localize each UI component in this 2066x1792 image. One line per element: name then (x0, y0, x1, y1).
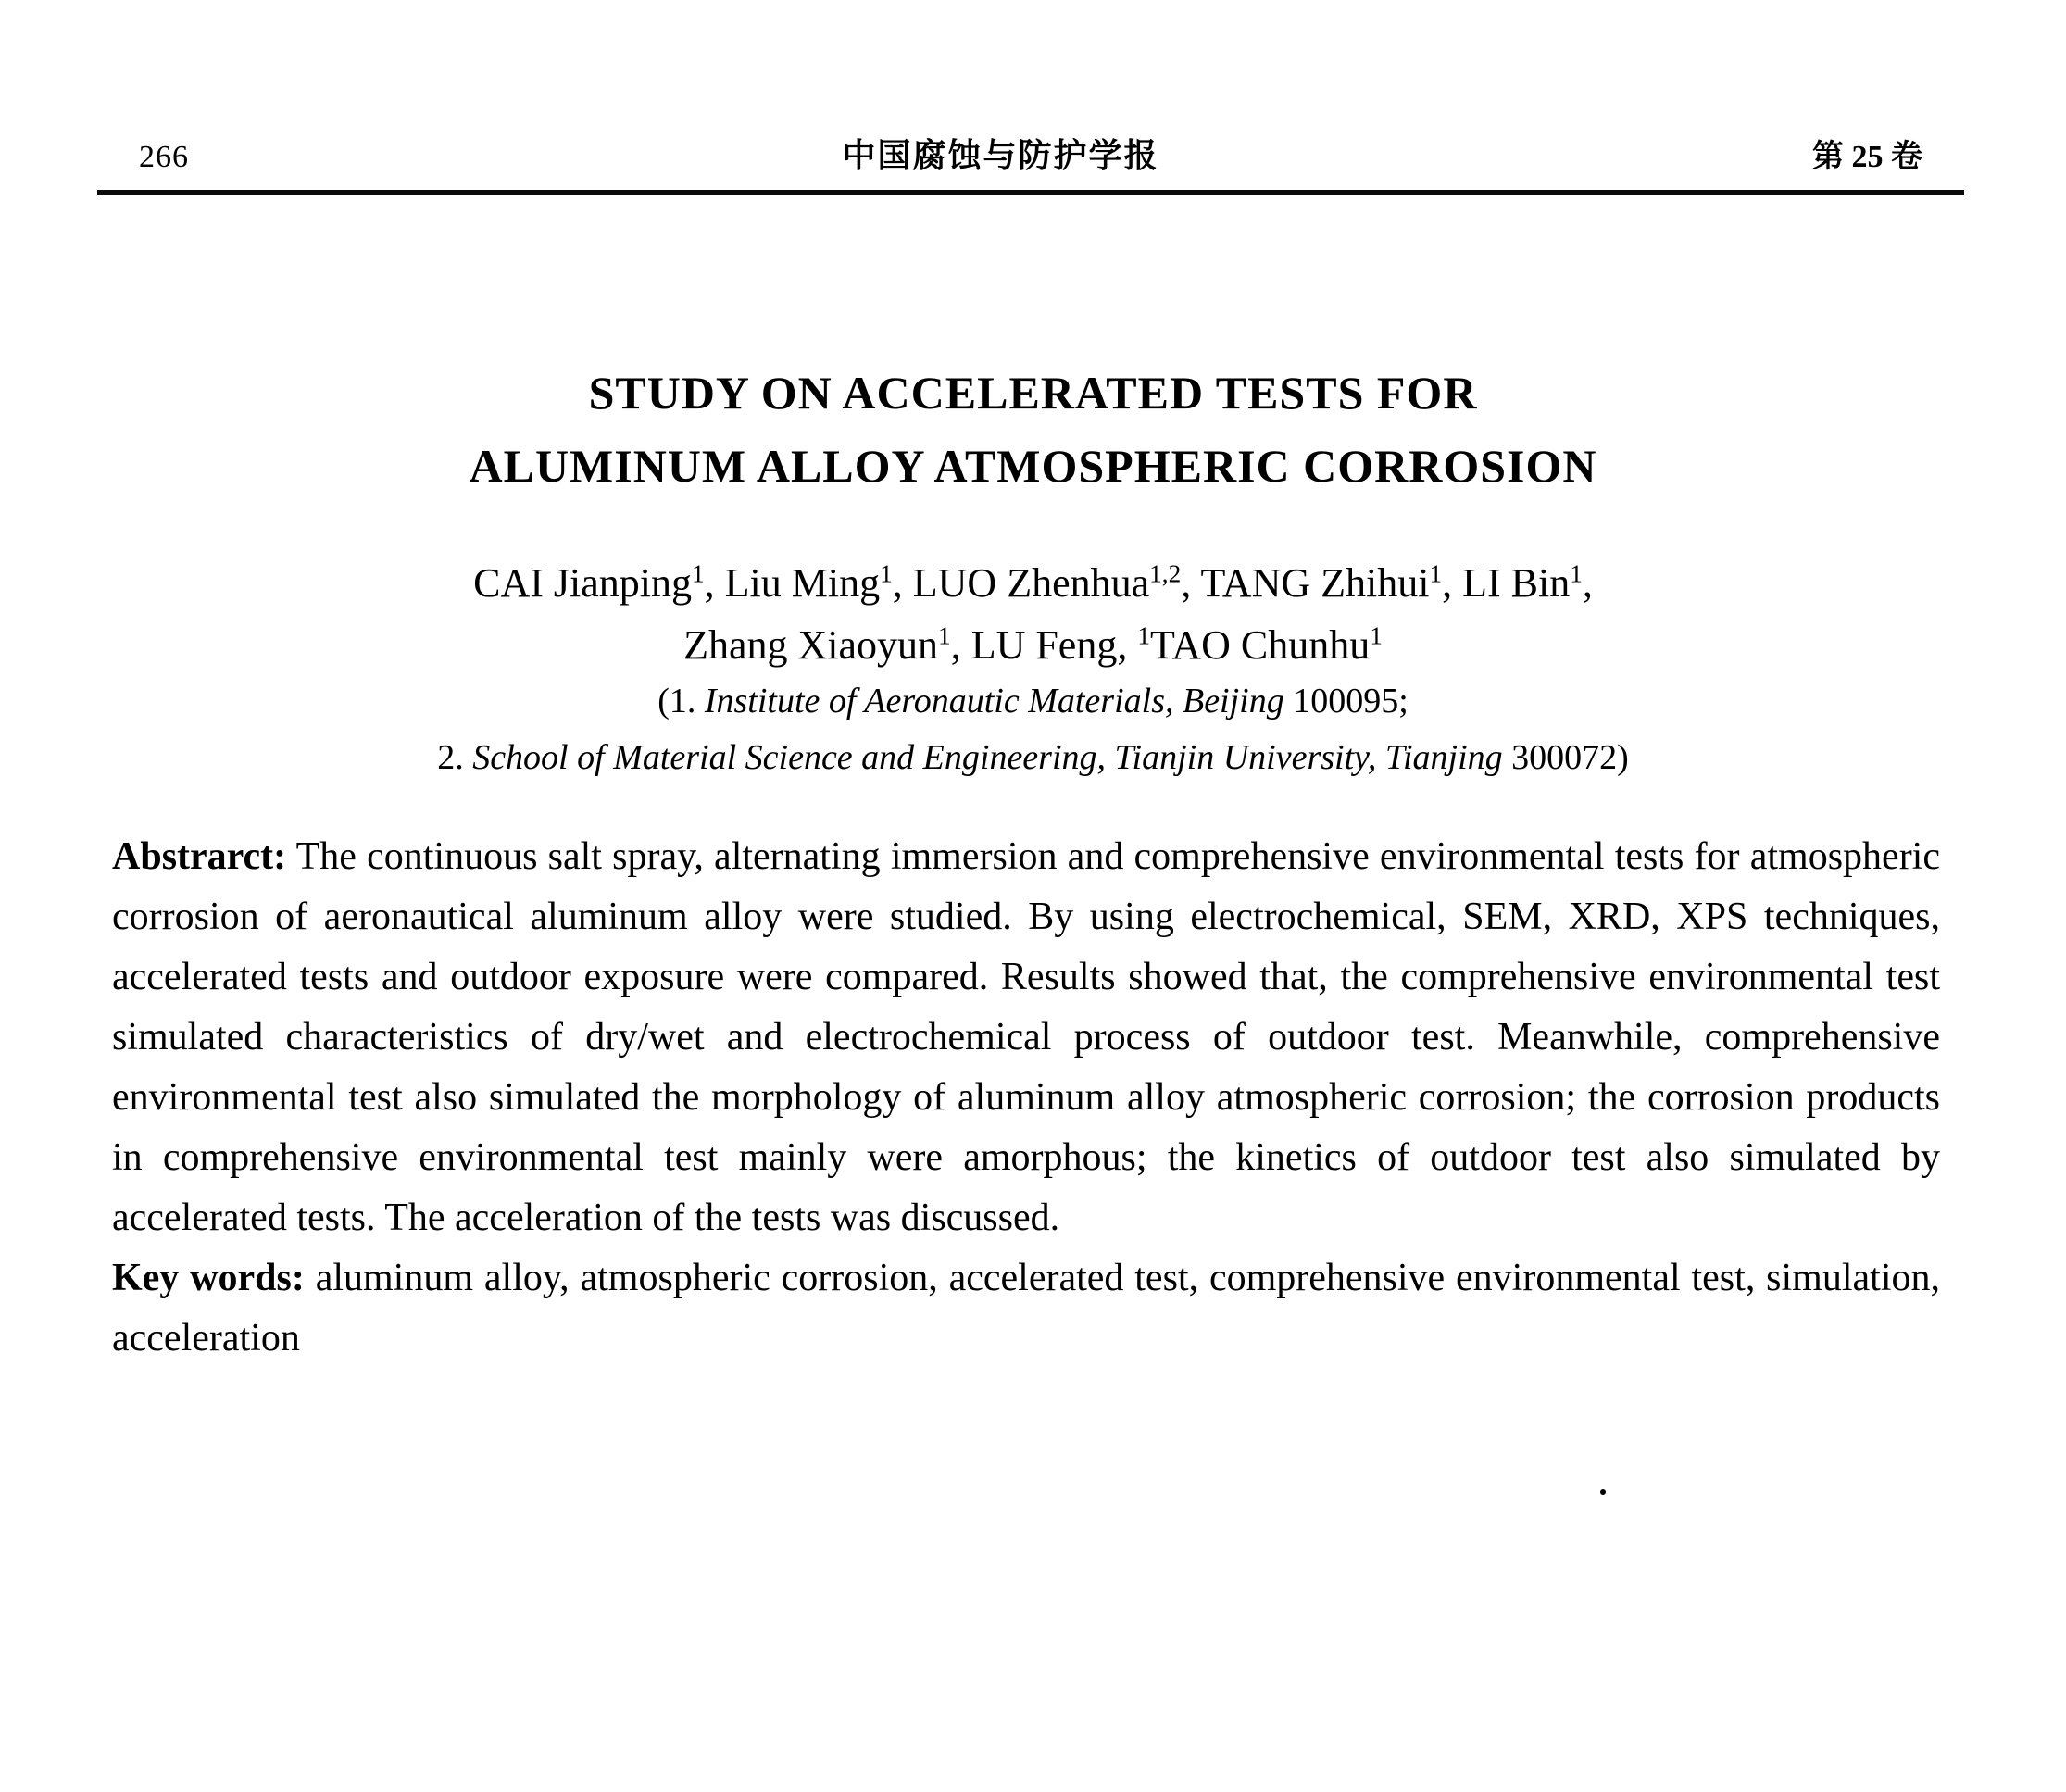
article-title-line2: ALUMINUM ALLOY ATMOSPHERIC CORROSION (469, 440, 1597, 492)
affiliation-line1: (1. Institute of Aeronautic Materials, Beijing 100095; (657, 682, 1409, 721)
authors-line2: Zhang Xiaoyun$^1$, LU Feng, $^1$TAO Chunhu$^1$ (683, 621, 1383, 668)
article-title-line1: STUDY ON ACCELERATED TESTS FOR (588, 367, 1478, 419)
header-rule (97, 190, 1964, 195)
affiliations (0, 673, 2066, 786)
author-list (0, 552, 2066, 676)
abstract-section (112, 827, 1940, 1369)
keywords-paragraph (112, 1248, 1940, 1369)
scan-artifact-dot (1600, 1489, 1606, 1495)
page-header (139, 130, 1922, 177)
keywords-label: Key words: (112, 1257, 305, 1299)
authors-line1: CAI Jianping$^1$, Liu Ming$^1$, LUO Zhenhua$^{1,2}$, TANG Zhihui$^1$, LI Bin$^1$, (473, 559, 1593, 606)
abstract-label: Abstrarct: (112, 835, 287, 878)
journal-title: 中国腐蚀与防护学报 (842, 137, 1159, 174)
abstract-paragraph (112, 827, 1940, 1248)
abstract-text: The continuous salt spray, alternating immersion and comprehensive environmental tests for atmospheric corrosion of aeronautical aluminum alloy were studied. By using electrochemical, SEM, XRD, XPS techniques, accelerated tests and outdoor exposure were compared. Results showed that, the comprehensive environmental test simulated characteristics of dry/wet and electrochemical process of outdoor test. Meanwhile, comprehensive environmental test also simulated the morphology of aluminum alloy atmospheric corrosion; the corrosion products in comprehensive environmental test mainly were amorphous; the kinetics of outdoor test also simulated by accelerated tests. The acceleration of the tests was discussed. (112, 835, 1940, 1239)
page-number: 266 (139, 140, 189, 174)
affiliation-line2: 2. School of Material Science and Engineering, Tianjin University, Tianjing 300072) (437, 738, 1629, 777)
keywords-text: aluminum alloy, atmospheric corrosion, accelerated test, comprehensive environmental test, simulation, acceleration (112, 1257, 1941, 1360)
volume-label: 第 25 卷 (1811, 140, 1922, 174)
article-title (0, 357, 2066, 503)
